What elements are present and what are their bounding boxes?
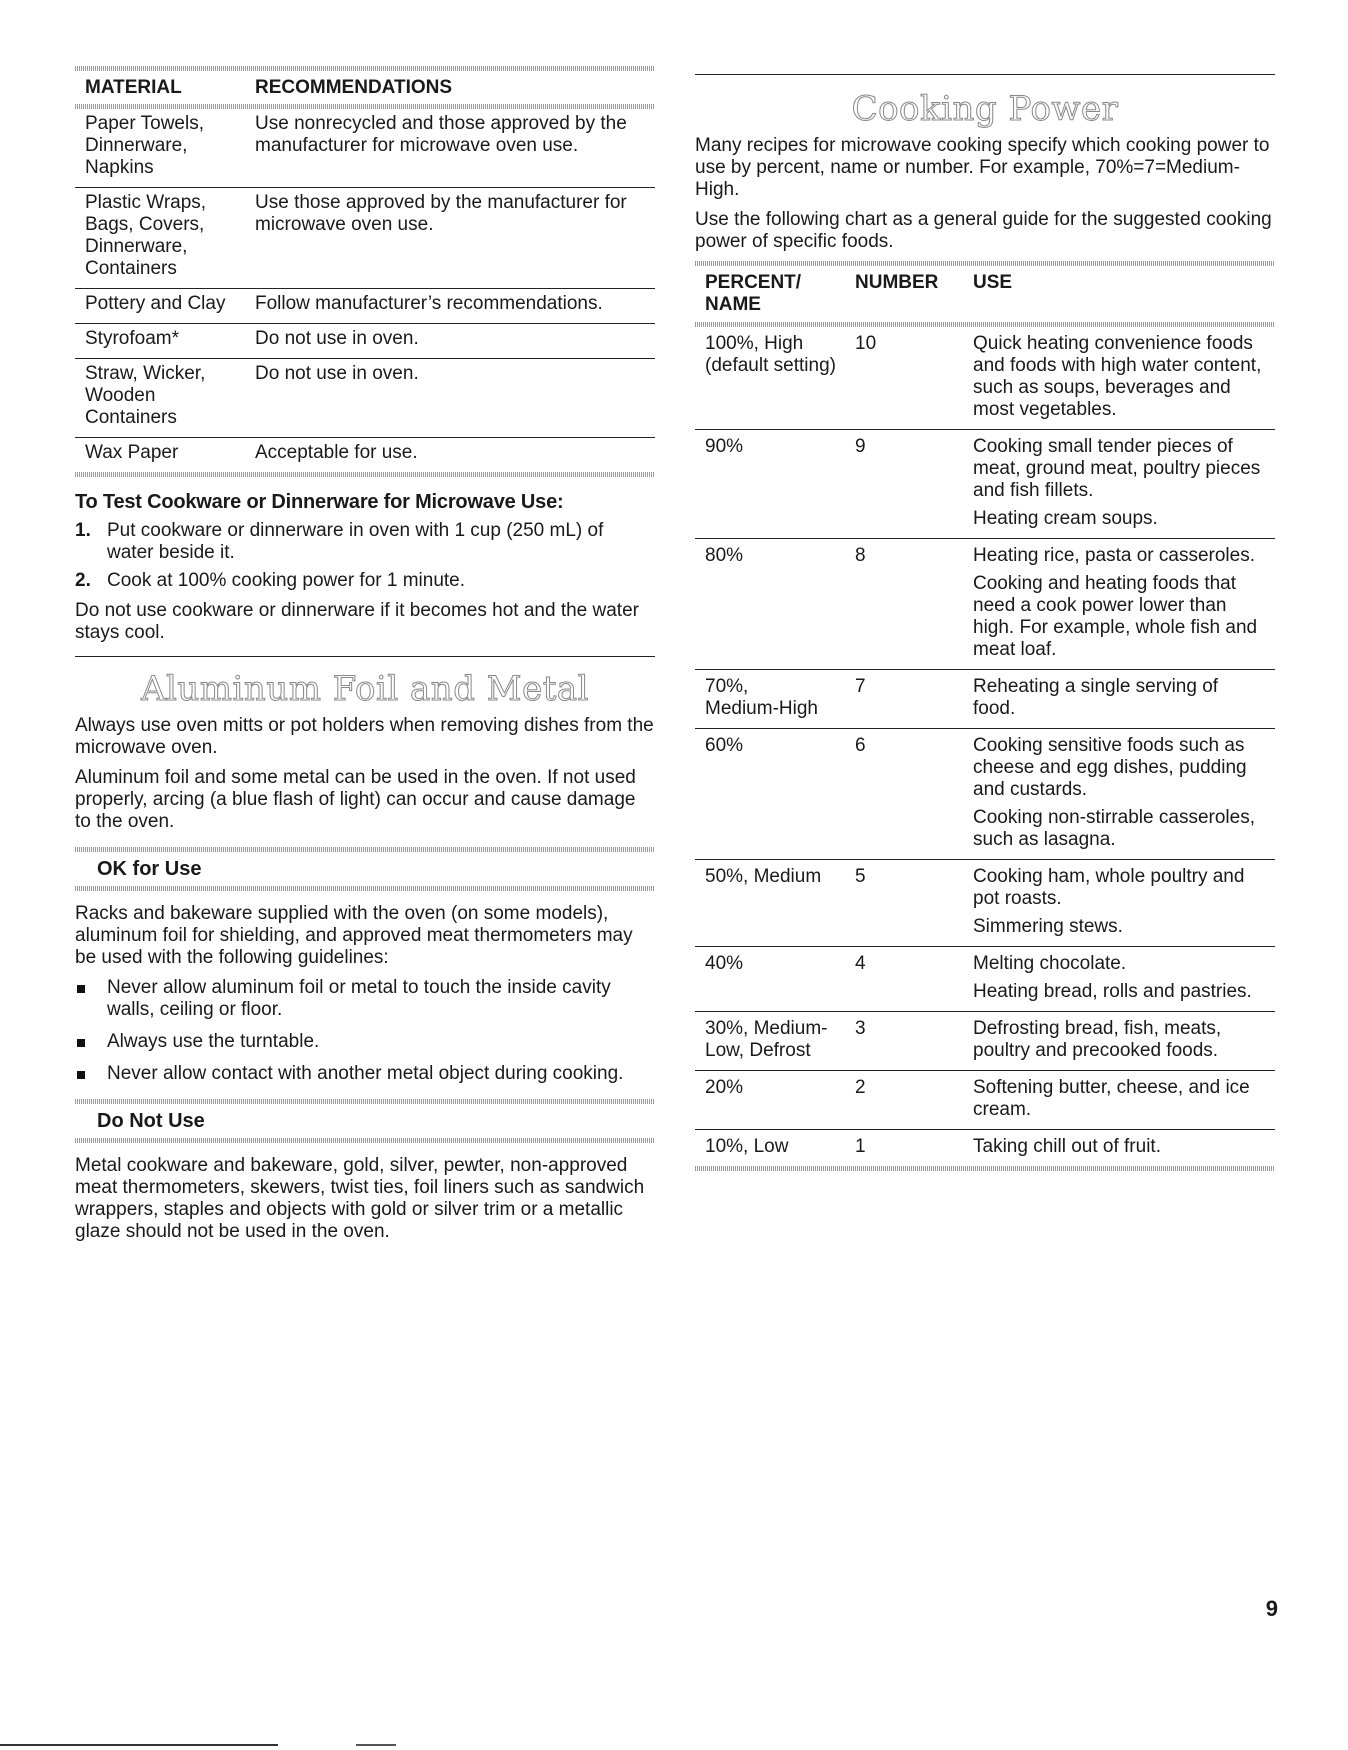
section-rule bbox=[75, 656, 655, 657]
test-step bbox=[75, 570, 655, 592]
material-cell: Styrofoam* bbox=[85, 328, 179, 349]
use-text: Taking chill out of fruit. bbox=[973, 1136, 1161, 1157]
hatch-divider bbox=[75, 1099, 655, 1104]
recommendation-cell: Follow manufacturer’s recommendations. bbox=[255, 293, 603, 314]
use-text: Softening butter, cheese, and ice cream. bbox=[973, 1077, 1250, 1120]
use-text: Simmering stews. bbox=[973, 916, 1123, 937]
recommendation-cell: Acceptable for use. bbox=[255, 442, 418, 463]
number-cell: 9 bbox=[855, 436, 866, 457]
number-cell: 4 bbox=[855, 953, 866, 974]
test-step bbox=[75, 520, 655, 564]
use-text: Cooking sensitive foods such as cheese and egg dishes, pudding and custards. bbox=[973, 735, 1247, 800]
header-material: MATERIAL bbox=[85, 77, 182, 98]
use-text: Cooking ham, whole poultry and pot roasts. bbox=[973, 866, 1245, 909]
use-text: Reheating a single serving of food. bbox=[973, 676, 1219, 719]
material-cell: Pottery and Clay bbox=[85, 293, 226, 314]
power-rows bbox=[695, 327, 1275, 1166]
hatch-divider bbox=[75, 66, 655, 71]
bullet-icon bbox=[75, 1031, 107, 1053]
number-cell: 3 bbox=[855, 1018, 866, 1039]
hatch-divider bbox=[75, 472, 655, 477]
bullet-icon bbox=[75, 977, 107, 1021]
materials-table-header bbox=[75, 71, 655, 104]
number-cell: 1 bbox=[855, 1136, 866, 1157]
use-cell bbox=[973, 333, 1275, 421]
test-heading: To Test Cookware or Dinnerware for Microwave Use: bbox=[75, 491, 564, 513]
use-cell bbox=[973, 545, 1275, 661]
use-text: Quick heating convenience foods and foods with high water content, such as soups, beverages and most vegetables. bbox=[973, 333, 1262, 420]
use-cell bbox=[973, 1018, 1275, 1062]
number-cell: 6 bbox=[855, 735, 866, 756]
ok-intro: Racks and bakeware supplied with the oven (on some models), aluminum foil for shielding, and approved meat thermometers may be used with the following guidelines: bbox=[75, 903, 633, 968]
top-rule bbox=[695, 74, 1275, 75]
power-row bbox=[695, 670, 1275, 728]
footer-rule bbox=[0, 1744, 278, 1746]
recommendation-cell: Use nonrecycled and those approved by the manufacturer for microwave oven use. bbox=[255, 113, 627, 156]
power-row bbox=[695, 729, 1275, 859]
hatch-divider bbox=[75, 104, 655, 109]
power-row bbox=[695, 1012, 1275, 1070]
power-row bbox=[695, 1130, 1275, 1166]
foil-paragraph-2: Aluminum foil and some metal can be used in the oven. If not used properly, arcing (a blue flash of light) can occur and cause damage to the oven. bbox=[75, 767, 636, 832]
test-steps bbox=[75, 520, 655, 592]
cooking-power-table bbox=[695, 261, 1275, 1171]
materials-row bbox=[75, 324, 655, 358]
use-text: Defrosting bread, fish, meats, poultry and precooked foods. bbox=[973, 1018, 1222, 1061]
percent-cell: 90% bbox=[705, 436, 744, 457]
step-text: Put cookware or dinnerware in oven with 1 cup (250 mL) of water beside it. bbox=[107, 520, 604, 563]
step-number: 1. bbox=[75, 520, 91, 541]
power-row bbox=[695, 947, 1275, 1011]
power-row bbox=[695, 860, 1275, 946]
percent-cell: 80% bbox=[705, 545, 744, 566]
cooking-power-paragraph-2: Use the following chart as a general guide for the suggested cooking power of specific foods. bbox=[695, 209, 1272, 252]
hatch-divider bbox=[695, 261, 1275, 266]
recommendation-cell: Use those approved by the manufacturer for microwave oven use. bbox=[255, 192, 627, 235]
hatch-divider bbox=[695, 1166, 1275, 1171]
materials-row bbox=[75, 359, 655, 437]
power-row bbox=[695, 539, 1275, 669]
bullet-text: Never allow contact with another metal object during cooking. bbox=[107, 1063, 624, 1084]
materials-rows bbox=[75, 109, 655, 472]
percent-cell: 40% bbox=[705, 953, 744, 974]
use-text: Melting chocolate. bbox=[973, 953, 1127, 974]
foil-paragraph-1: Always use oven mitts or pot holders when removing dishes from the microwave oven. bbox=[75, 715, 654, 758]
foil-title: Aluminum Foil and Metal bbox=[140, 669, 590, 709]
percent-cell: 60% bbox=[705, 735, 744, 756]
use-text: Heating rice, pasta or casseroles. bbox=[973, 545, 1255, 566]
material-cell: Straw, Wicker, Wooden Containers bbox=[85, 363, 206, 428]
percent-cell: 30%, Medium- Low, Defrost bbox=[705, 1018, 828, 1061]
ok-bullets bbox=[75, 977, 655, 1085]
footer-mark bbox=[356, 1744, 396, 1746]
bullet-text: Always use the turntable. bbox=[107, 1031, 320, 1052]
material-cell: Wax Paper bbox=[85, 442, 179, 463]
step-number: 2. bbox=[75, 570, 91, 591]
hatch-divider bbox=[695, 322, 1275, 327]
materials-row bbox=[75, 109, 655, 187]
use-text: Cooking and heating foods that need a cook power lower than high. For example, whole fish and meat loaf. bbox=[973, 573, 1258, 660]
use-cell bbox=[973, 436, 1275, 530]
page-number: 9 bbox=[1265, 1596, 1278, 1621]
hatch-divider bbox=[75, 847, 655, 852]
cooking-power-title: Cooking Power bbox=[851, 89, 1119, 129]
materials-row bbox=[75, 289, 655, 323]
power-row bbox=[695, 327, 1275, 429]
donot-heading: Do Not Use bbox=[97, 1110, 205, 1132]
ok-bullet bbox=[75, 1063, 655, 1085]
percent-cell: 50%, Medium bbox=[705, 866, 822, 887]
test-note: Do not use cookware or dinnerware if it becomes hot and the water stays cool. bbox=[75, 600, 639, 643]
number-cell: 10 bbox=[855, 333, 877, 354]
number-cell: 2 bbox=[855, 1077, 866, 1098]
percent-cell: 20% bbox=[705, 1077, 744, 1098]
cooking-power-paragraph-1: Many recipes for microwave cooking specify which cooking power to use by percent, name or number. For example, 70%=7=Medium-High. bbox=[695, 135, 1270, 200]
header-recommendations: RECOMMENDATIONS bbox=[255, 77, 453, 98]
recommendation-cell: Do not use in oven. bbox=[255, 363, 419, 384]
use-text: Cooking small tender pieces of meat, ground meat, poultry pieces and fish fillets. bbox=[973, 436, 1261, 501]
donot-text: Metal cookware and bakeware, gold, silver, pewter, non-approved meat thermometers, skewers, twist ties, foil liners such as sandwich wrappers, staples and objects with gold or silver trim or a metallic glaze should not be used in the oven. bbox=[75, 1155, 645, 1242]
use-cell bbox=[973, 953, 1275, 1003]
number-cell: 7 bbox=[855, 676, 866, 697]
header-percent-name: PERCENT/ NAME bbox=[705, 272, 802, 315]
materials-row bbox=[75, 188, 655, 288]
bullet-icon bbox=[75, 1063, 107, 1085]
use-text: Heating cream soups. bbox=[973, 508, 1158, 529]
ok-bullet bbox=[75, 1031, 655, 1053]
materials-row bbox=[75, 438, 655, 472]
percent-cell: 70%, Medium-High bbox=[705, 676, 818, 719]
material-cell: Plastic Wraps, Bags, Covers, Dinnerware, Containers bbox=[85, 192, 207, 279]
use-text: Cooking non-stirrable casseroles, such as lasagna. bbox=[973, 807, 1255, 850]
power-table-header bbox=[695, 266, 1275, 322]
power-row bbox=[695, 430, 1275, 538]
right-column bbox=[695, 74, 1275, 1171]
header-number: NUMBER bbox=[855, 272, 939, 293]
recommendation-cell: Do not use in oven. bbox=[255, 328, 419, 349]
materials-table bbox=[75, 71, 655, 477]
header-use: USE bbox=[973, 272, 1013, 293]
use-cell bbox=[973, 866, 1275, 938]
hatch-divider bbox=[75, 886, 655, 891]
bullet-text: Never allow aluminum foil or metal to touch the inside cavity walls, ceiling or floor. bbox=[107, 977, 611, 1020]
use-cell bbox=[973, 1077, 1275, 1121]
ok-bullet bbox=[75, 977, 655, 1021]
left-column bbox=[75, 66, 655, 1251]
percent-cell: 10%, Low bbox=[705, 1136, 789, 1157]
number-cell: 5 bbox=[855, 866, 866, 887]
step-text: Cook at 100% cooking power for 1 minute. bbox=[107, 570, 466, 591]
power-row bbox=[695, 1071, 1275, 1129]
use-cell bbox=[973, 1136, 1275, 1158]
use-text: Heating bread, rolls and pastries. bbox=[973, 981, 1252, 1002]
ok-heading: OK for Use bbox=[97, 858, 202, 880]
use-cell bbox=[973, 676, 1275, 720]
hatch-divider bbox=[75, 1138, 655, 1143]
percent-cell: 100%, High (default setting) bbox=[705, 333, 836, 376]
use-cell bbox=[973, 735, 1275, 851]
material-cell: Paper Towels, Dinnerware, Napkins bbox=[85, 113, 204, 178]
number-cell: 8 bbox=[855, 545, 866, 566]
